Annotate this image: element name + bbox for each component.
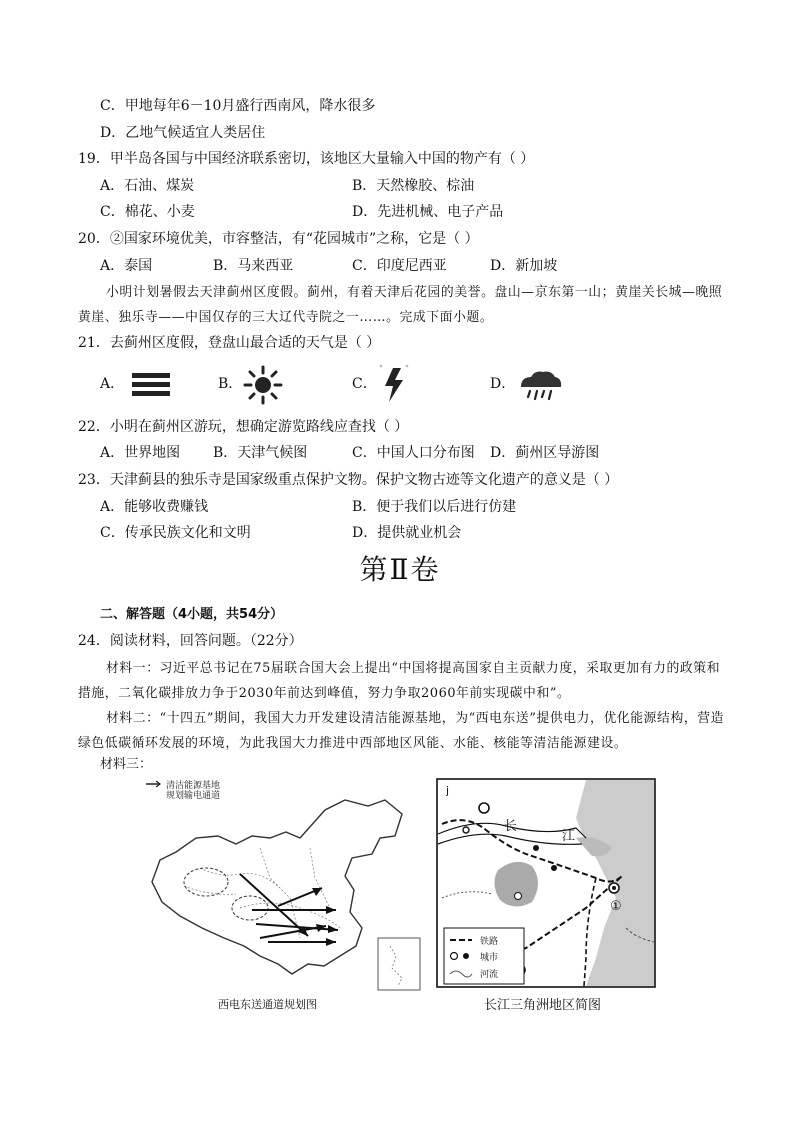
q21-option-d: D． bbox=[490, 376, 516, 392]
q21-stem: 21．去蓟州区度假，登盘山最合适的天气是（ ） bbox=[78, 335, 381, 351]
rain-cloud-icon bbox=[515, 367, 565, 403]
map2-legend-river: 河流 bbox=[480, 970, 499, 980]
q24-material2 bbox=[78, 706, 728, 756]
part2-title: 第Ⅱ卷 bbox=[359, 553, 441, 586]
map1-caption: 西电东送通道规划图 bbox=[218, 998, 317, 1011]
q19-option-d: D．先进机械、电子产品 bbox=[352, 204, 504, 220]
q24-stem: 24．阅读材料，回答问题。（22分） bbox=[78, 633, 303, 649]
q18-option-c: C．甲地每年6－10月盛行西南风，降水很多 bbox=[100, 98, 376, 114]
q23-option-c: C．传承民族文化和文明 bbox=[100, 525, 251, 541]
map2-caption: 长江三角洲地区简图 bbox=[484, 998, 602, 1013]
q22-option-c: C．中国人口分布图 bbox=[352, 445, 475, 461]
intro-text: 小明计划暑假去天津蓟州区度假。蓟州，有着天津后花园的美誉。盘山—京东第一山；黄崖关长城—晚照黄崖、独乐寺——中国仅存的三大辽代寺院之一……。完成下面小题。 bbox=[78, 285, 723, 325]
intro-paragraph bbox=[78, 280, 728, 330]
q20-option-c: C．印度尼西亚 bbox=[352, 258, 447, 274]
q22-option-d: D．蓟州区导游图 bbox=[490, 445, 600, 461]
q20-option-b: B．马来西亚 bbox=[213, 258, 294, 274]
q19-option-b: B．天然橡胶、棕油 bbox=[352, 178, 475, 194]
q22-option-a: A．世界地图 bbox=[100, 445, 181, 461]
sun-icon bbox=[243, 365, 283, 405]
map2-river-label-1: 长 bbox=[504, 819, 518, 834]
fog-icon bbox=[128, 367, 174, 401]
q24-material3: 材料三： bbox=[100, 757, 153, 772]
q20-option-a: A．泰国 bbox=[100, 258, 153, 274]
q19-option-c: C．棉花、小麦 bbox=[100, 204, 195, 220]
q19-option-a: A．石油、煤炭 bbox=[100, 178, 195, 194]
map1-legend-item-1: 清洁能源基地 bbox=[166, 781, 221, 791]
map2-legend-city: 城市 bbox=[480, 953, 499, 963]
q24-material2-text: 材料二：“十四五”期间，我国大力开发建设清洁能源基地，为“西电东送”提供电力，优化能源结构，营造绿色低碳循环发展的环境，为此我国大力推进中西部地区风能、水能、核能等清洁能源建设。 bbox=[78, 711, 725, 751]
q22-option-b: B．天津气候图 bbox=[213, 445, 308, 461]
west-east-power-map bbox=[140, 778, 440, 993]
q23-option-d: D．提供就业机会 bbox=[352, 525, 462, 541]
q21-option-a: A． bbox=[100, 376, 125, 392]
q19-stem: 19．甲半岛各国与中国经济联系密切，该地区大量输入中国的物产有（ ） bbox=[78, 151, 535, 167]
q20-option-d: D．新加坡 bbox=[490, 258, 558, 274]
map2-marker-1: ① bbox=[610, 899, 622, 914]
map2-river-label-2: 江 bbox=[562, 829, 576, 844]
q24-material1-text: 材料一：习近平总书记在75届联合国大会上提出“中国将提高国家自主贡献力度，采取更加有力的政策和措施，二氧化碳排放力争于2030年前达到峰值，努力争取2060年前实现碳中和”。 bbox=[78, 661, 721, 701]
q23-stem: 23．天津蓟县的独乐寺是国家级重点保护文物。保护文物古迹等文化遗产的意义是（ ） bbox=[78, 472, 619, 488]
q18-option-d: D．乙地气候适宜人类居住 bbox=[100, 125, 266, 141]
q20-stem: 20．②国家环境优美，市容整洁，有“花园城市”之称，它是（ ） bbox=[78, 231, 479, 247]
q24-material1 bbox=[78, 656, 728, 706]
map2-corner-label: j bbox=[446, 784, 450, 797]
map2-legend-railway: 铁路 bbox=[480, 937, 499, 947]
q23-option-a: A．能够收费赚钱 bbox=[100, 499, 209, 515]
thunder-icon bbox=[375, 362, 415, 406]
q23-option-b: B．便于我们以后进行仿建 bbox=[352, 499, 517, 515]
map1-legend bbox=[146, 779, 220, 801]
yangtze-delta-map bbox=[436, 778, 656, 988]
q21-option-c: C． bbox=[352, 376, 377, 392]
q21-option-b: B． bbox=[218, 376, 243, 392]
q22-stem: 22．小明在蓟州区游玩，想确定游览路线应查找（ ） bbox=[78, 419, 409, 435]
section2-header: 二、解答题（4小题，共54分） bbox=[100, 607, 284, 622]
map1-legend-item-2: 规划输电通道 bbox=[166, 791, 221, 801]
